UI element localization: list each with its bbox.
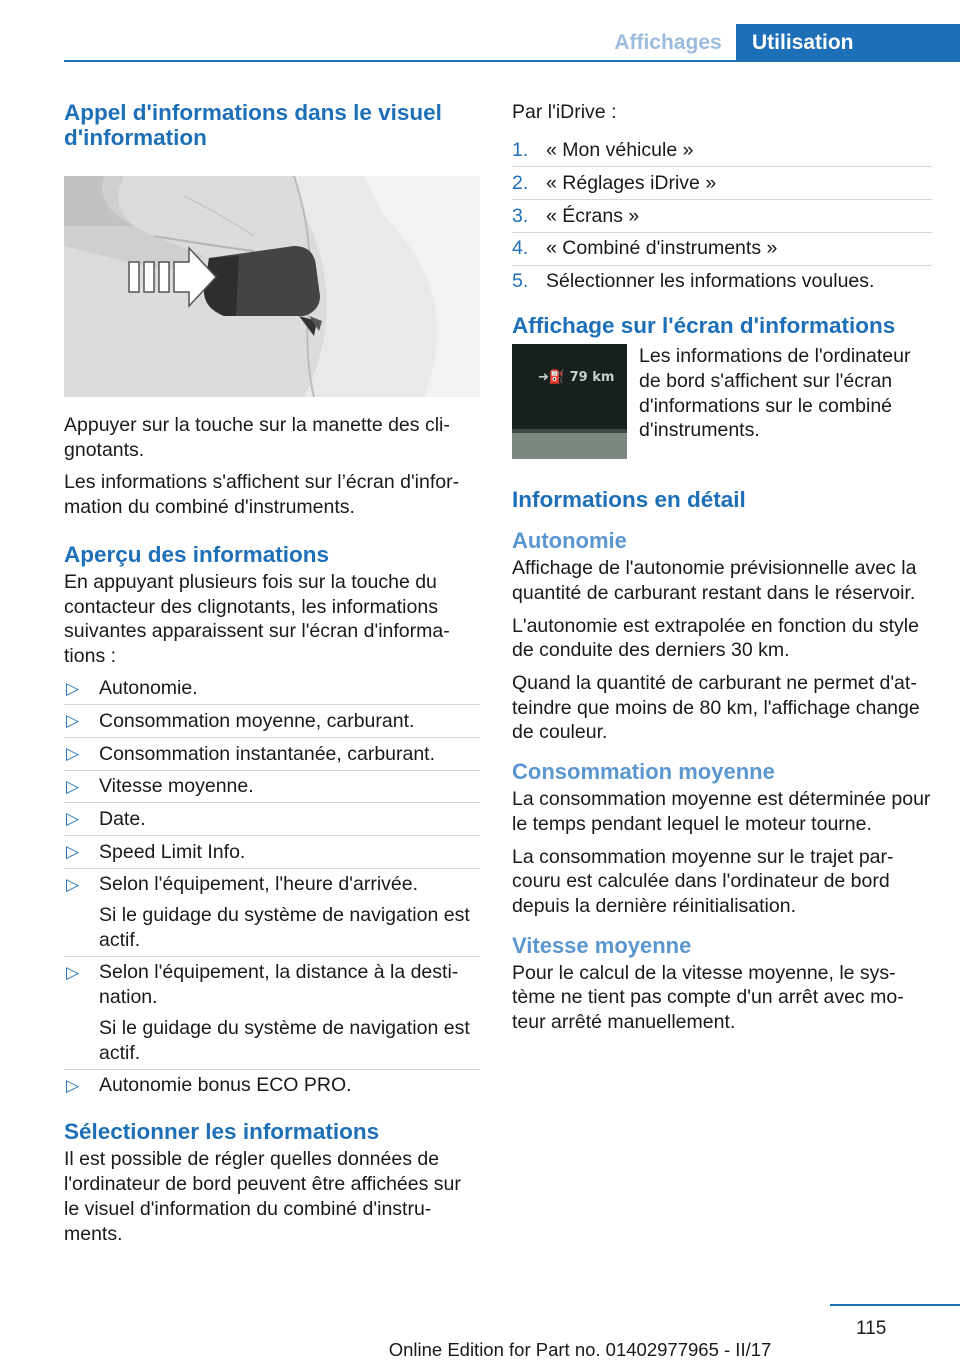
step-number: 4. (512, 237, 529, 260)
paragraph-par-idrive: Par l'iDrive : (512, 101, 617, 123)
heading-apercu-informations: Aperçu des informations (64, 541, 330, 567)
display-description: Les informations de l'ordinateur de bord s'affichent sur l'écran d'informations sur le combiné d'instruments. (639, 345, 911, 442)
overview-list-item (64, 770, 480, 803)
heading-affichage-ecran: Affichage sur l'écran d'informations (512, 313, 896, 339)
overview-list-item (64, 868, 480, 956)
triangle-bullet-icon: ▷ (66, 962, 80, 982)
overview-item-text: Autonomie bonus ECO PRO. (99, 1074, 352, 1097)
display-readout (538, 370, 614, 385)
idrive-step (512, 265, 932, 298)
footer-rule (830, 1304, 960, 1306)
idrive-step (512, 135, 932, 167)
step-number: 3. (512, 204, 529, 227)
fuel-pump-icon: ➜⛽ (538, 370, 566, 386)
header-section-tab: Affichages (614, 31, 722, 54)
display-section (512, 344, 932, 459)
step-text: « Mon véhicule » (546, 139, 694, 162)
paragraph-apercu-intro: En appuyant plusieurs fois sur la touche du contacteur des clignotants, les informations suivantes apparaissent sur l'écran d'informa-tions : (64, 570, 450, 667)
stalk-button-illustration (64, 176, 480, 397)
overview-item-text: Vitesse moyenne. (99, 775, 254, 798)
paragraph-autonomie-2: L'autonomie est extrapolée en fonction du style de conduite des derniers 30 km. (512, 614, 919, 662)
overview-item-text: Consommation moyenne, carburant. (99, 709, 415, 732)
stalk-illustration-svg (64, 176, 480, 397)
step-text: « Réglages iDrive » (546, 171, 717, 194)
paragraph-autonomie-3: Quand la quantité de carburant ne permet d'at-teindre que moins de 80 km, l'affichage change de couleur. (512, 672, 920, 744)
subheading-consommation-moyenne: Consommation moyenne (512, 759, 775, 785)
paragraph-informations-affichent: Les informations s'affichent sur l’écran d'infor-mation du combiné d'instruments. (64, 471, 460, 519)
paragraph-vitesse: Pour le calcul de la vitesse moyenne, le sys-tème ne tient pas compte d'un arrêt avec mo-teur arrêté manuellement. (512, 961, 904, 1034)
idrive-step (512, 166, 932, 199)
heading-selectionner-informations: Sélectionner les informations (64, 1119, 380, 1145)
overview-list-item (64, 835, 480, 868)
information-overview-list (64, 673, 480, 1102)
idrive-steps-list (512, 135, 932, 298)
step-number: 1. (512, 139, 529, 162)
overview-item-text: Selon l'équipement, la distance à la desti-nation. (99, 961, 459, 1009)
triangle-bullet-icon: ▷ (66, 711, 80, 731)
heading-appel-informations: Appel d'informations dans le visuel d'information (64, 100, 442, 150)
step-number: 2. (512, 171, 529, 194)
triangle-bullet-icon: ▷ (66, 678, 80, 698)
idrive-step (512, 232, 932, 265)
paragraph-autonomie-1: Affichage de l'autonomie prévisionnelle avec la quantité de carburant restant dans le réservoir. (512, 557, 917, 604)
overview-item-text: Consommation instantanée, carburant. (99, 742, 436, 765)
overview-item-note: Si le guidage du système de navigation est actif. (99, 1016, 470, 1064)
triangle-bullet-icon: ▷ (66, 1075, 80, 1095)
overview-item-note: Si le guidage du système de navigation est actif. (99, 904, 470, 951)
heading-informations-detail: Informations en détail (512, 487, 746, 513)
overview-list-item (64, 1069, 480, 1102)
footer-edition: Online Edition for Part no. 01402977965 - II/17 (388, 1339, 772, 1360)
overview-list-item (64, 737, 480, 770)
step-number: 5. (512, 270, 529, 293)
overview-item-text: Selon l'équipement, l'heure d'arrivée. (99, 873, 419, 896)
overview-item-text: Date. (99, 807, 146, 830)
left-column (64, 100, 480, 1254)
overview-item-text: Autonomie. (99, 677, 198, 700)
info-display-photo (512, 344, 627, 459)
step-text: Sélectionner les informations voulues. (546, 270, 875, 293)
paragraph-consommation-2: La consommation moyenne sur le trajet par-couru est calculée dans l'ordinateur de bord depuis la dernière réinitialisation. (512, 845, 894, 917)
subheading-vitesse-moyenne: Vitesse moyenne (512, 932, 692, 958)
overview-list-item (64, 704, 480, 737)
header-rule (64, 60, 960, 62)
triangle-bullet-icon: ▷ (66, 809, 80, 829)
overview-list-item (64, 802, 480, 835)
subheading-autonomie: Autonomie (512, 528, 627, 554)
right-column (512, 100, 932, 1043)
step-text: « Écrans » (546, 204, 640, 227)
idrive-step (512, 199, 932, 232)
header-chapter-tab: Utilisation (736, 24, 960, 62)
triangle-bullet-icon: ▷ (66, 842, 80, 862)
page-number: 115 (856, 1318, 887, 1339)
triangle-bullet-icon: ▷ (66, 744, 80, 764)
triangle-bullet-icon: ▷ (66, 874, 80, 894)
display-frame-bottom (512, 433, 627, 459)
overview-item-text: Speed Limit Info. (99, 840, 246, 863)
paragraph-appuyer-touche: Appuyer sur la touche sur la manette des cli-gnotants. (64, 414, 450, 461)
triangle-bullet-icon: ▷ (66, 776, 80, 796)
overview-list-item (64, 673, 480, 705)
paragraph-selectionner: Il est possible de régler quelles données de l'ordinateur de bord peuvent être affichées sur le visuel d'information du combiné d'instru-ments. (64, 1148, 461, 1245)
display-readout-value: 79 km (569, 370, 615, 386)
paragraph-consommation-1: La consommation moyenne est déterminée pour le temps pendant lequel le moteur tourne. (512, 788, 931, 835)
overview-list-item (64, 956, 480, 1069)
step-text: « Combiné d'instruments » (546, 237, 778, 260)
